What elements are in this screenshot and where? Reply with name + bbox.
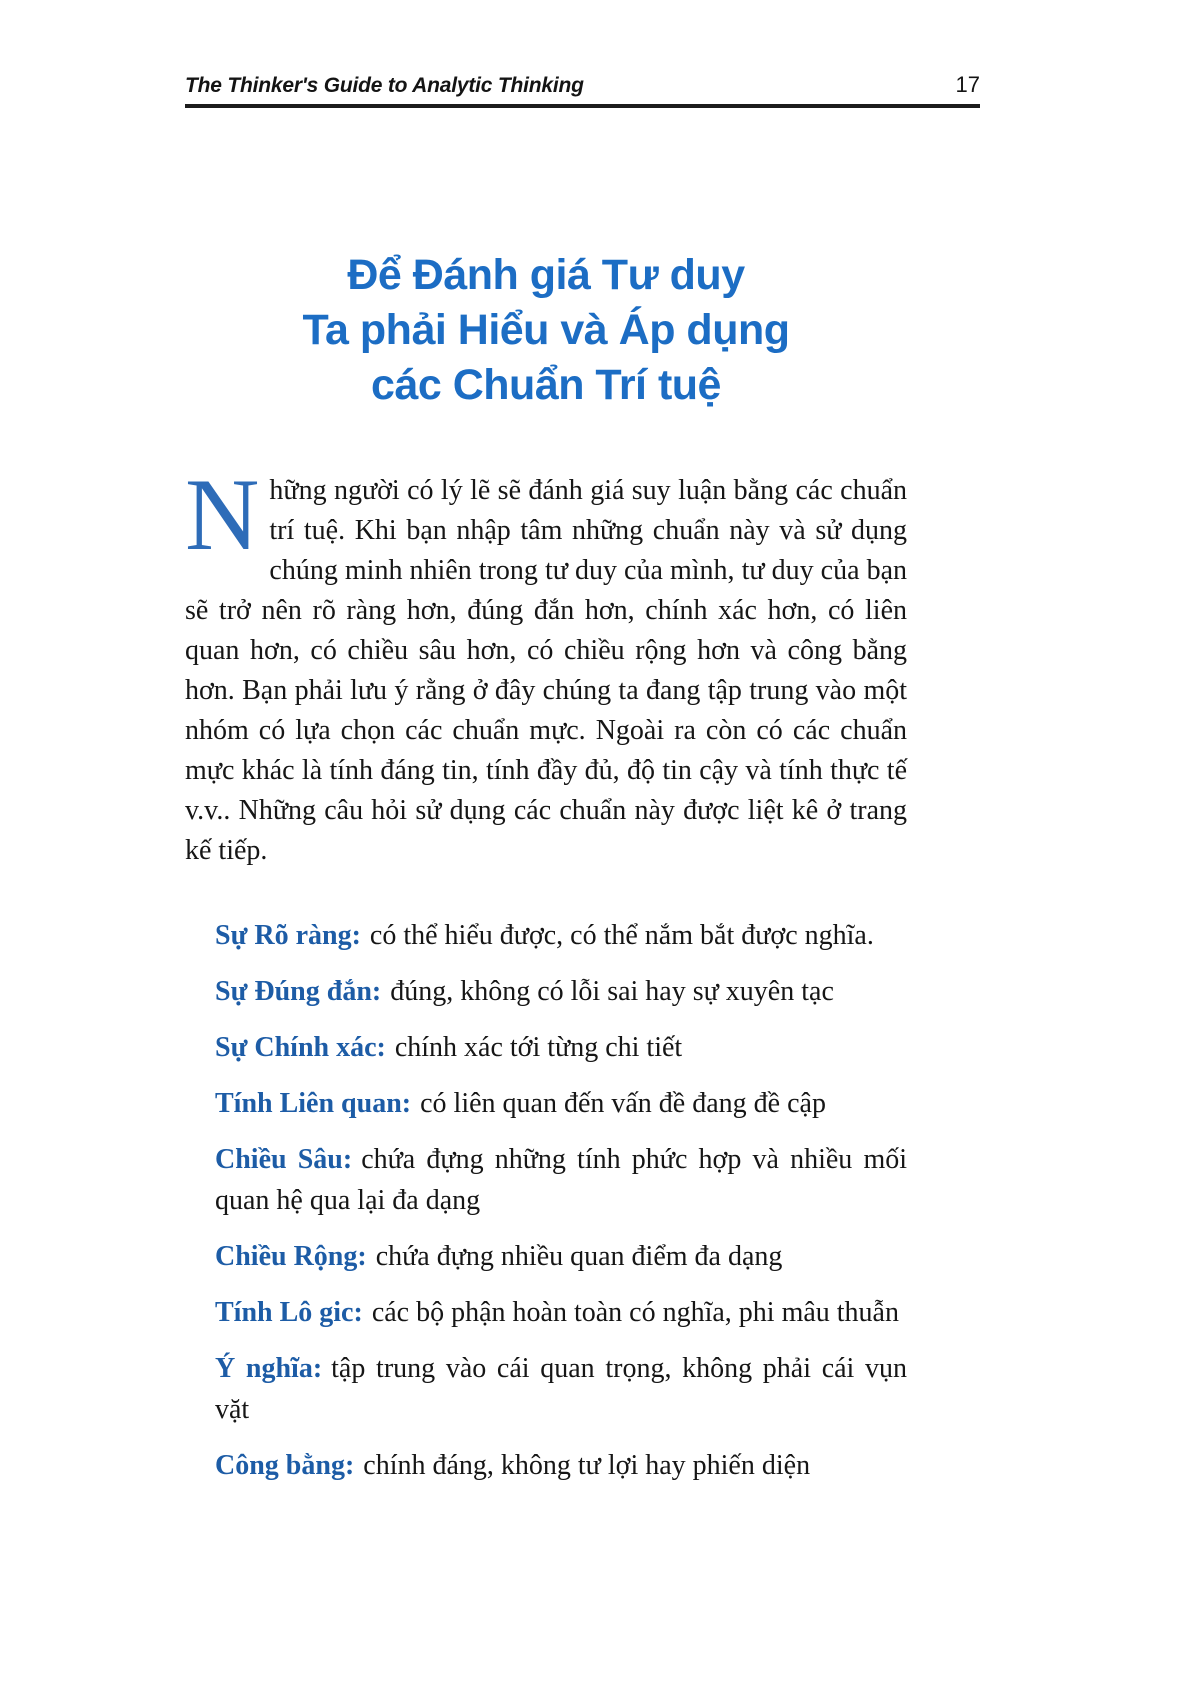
page-number: 17	[955, 72, 980, 97]
standard-item-precision	[215, 1027, 907, 1068]
standard-label: Công bằng:	[215, 1450, 355, 1481]
standard-definition: các bộ phận hoàn toàn có nghĩa, phi mâu thuẫn	[371, 1297, 899, 1328]
standard-item-accuracy	[215, 971, 907, 1012]
page-content	[185, 248, 907, 1501]
chapter-title-line-2: Ta phải Hiểu và Áp dụng	[302, 306, 790, 354]
standard-definition: tập trung vào cái quan trọng, không phải cái vụn vặt	[215, 1353, 908, 1425]
chapter-title-line-1: Để Đánh giá Tư duy	[347, 251, 745, 299]
standard-label: Tính Liên quan:	[215, 1088, 412, 1119]
standard-item-clarity	[215, 915, 907, 956]
standard-label: Ý nghĩa:	[215, 1353, 323, 1384]
standard-definition: chính xác tới từng chi tiết	[394, 1032, 683, 1063]
chapter-title	[185, 248, 907, 413]
standard-item-fairness	[215, 1445, 907, 1486]
standard-item-depth	[215, 1139, 907, 1221]
standard-definition: chứa đựng những tính phức hợp và nhiều mối quan hệ qua lại đa dạng	[215, 1144, 907, 1216]
standard-label: Sự Rõ ràng:	[215, 920, 361, 951]
intro-paragraph-text: hững người có lý lẽ sẽ đánh giá suy luận bằng các chuẩn trí tuệ. Khi bạn nhập tâm những chuẩn này và sử dụng chúng minh nhiên trong tư duy của mình, tư duy của bạn sẽ trở nên rõ ràng hơn, đúng đắn hơn, chính xác hơn, có liên quan hơn, có chiều sâu hơn, có chiều rộng hơn và công bằng hơn. Bạn phải lưu ý rằng ở đây chúng ta đang tập trung vào một nhóm có lựa chọn các chuẩn mực. Ngoài ra còn có các chuẩn mực khác là tính đáng tin, tính đầy đủ, độ tin cậy và tính thực tế v.v.. Những câu hỏi sử dụng các chuẩn này được liệt kê ở trang kế tiếp.	[185, 475, 907, 866]
chapter-title-line-3: các Chuẩn Trí tuệ	[371, 361, 721, 409]
standard-label: Chiều Rộng:	[215, 1241, 367, 1272]
standard-item-logic	[215, 1292, 907, 1333]
standard-label: Chiều Sâu:	[215, 1144, 353, 1175]
standard-definition: chứa đựng nhiều quan điểm đa dạng	[375, 1241, 783, 1272]
standard-label: Sự Đúng đắn:	[215, 976, 382, 1007]
standard-definition: có liên quan đến vấn đề đang đề cập	[420, 1088, 826, 1119]
intro-paragraph	[185, 458, 907, 871]
standard-item-breadth	[215, 1236, 907, 1277]
standard-definition: chính đáng, không tư lợi hay phiến diện	[363, 1450, 811, 1481]
drop-cap: N	[185, 458, 260, 572]
standard-item-significance	[215, 1348, 907, 1430]
page-header	[185, 72, 980, 108]
standards-list	[185, 915, 907, 1486]
standard-definition: đúng, không có lỗi sai hay sự xuyên tạc	[390, 976, 834, 1007]
running-title: The Thinker's Guide to Analytic Thinking	[185, 74, 584, 97]
standard-label: Tính Lô gic:	[215, 1297, 363, 1328]
standard-definition: có thể hiểu được, có thể nắm bắt được nghĩa.	[369, 920, 874, 951]
standard-label: Sự Chính xác:	[215, 1032, 386, 1063]
standard-item-relevance	[215, 1083, 907, 1124]
